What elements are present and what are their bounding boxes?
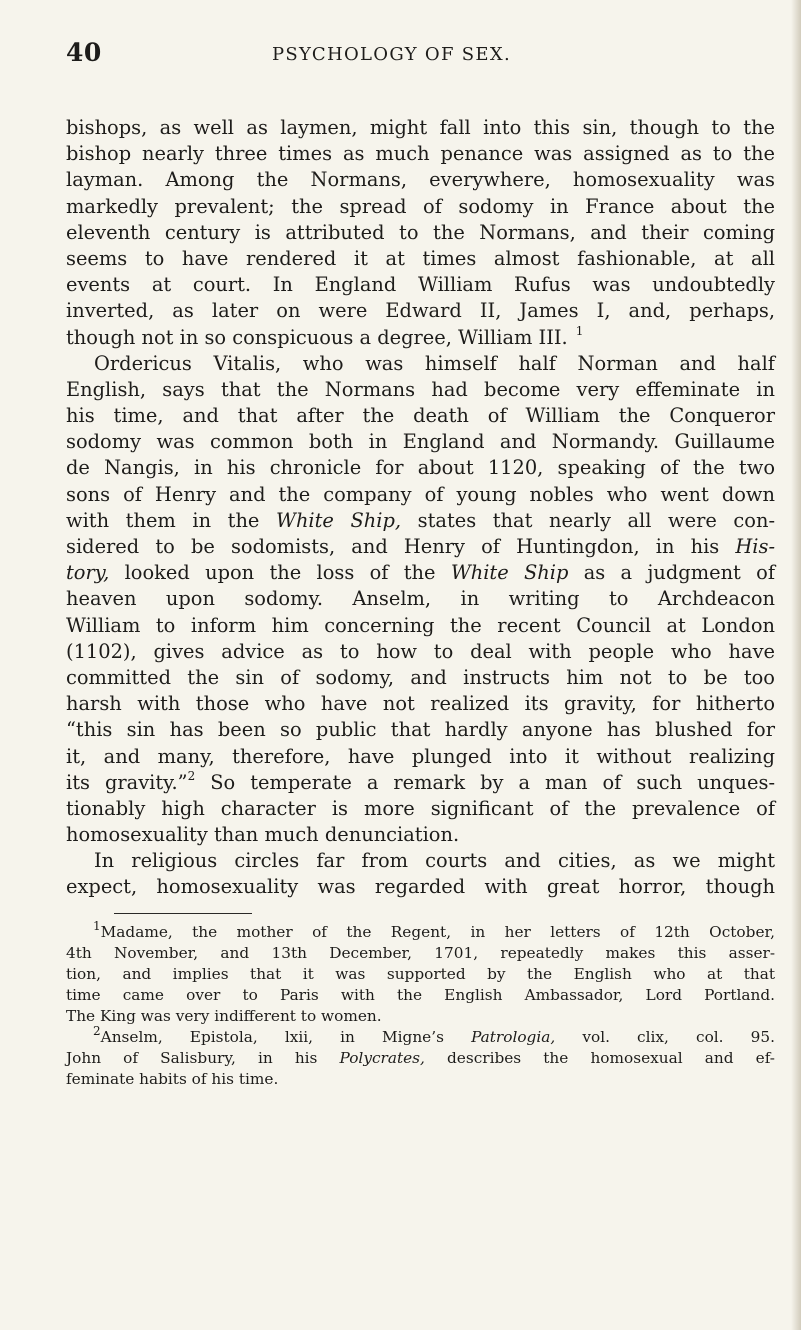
footnote-line: time came over to Paris with the English Ambassador, Lord Portland. [66, 985, 775, 1004]
body-line: William to inform him concerning the recent Council at London [66, 613, 775, 637]
footnote-line: $^2$Anselm, Epistola, lxii, in Migne’s Patrologia, vol. clix, col. 95. [93, 1023, 775, 1046]
body-line: eleventh century is attributed to the Normans, and their coming [66, 220, 775, 244]
running-title: PSYCHOLOGY OF SEX. [272, 44, 511, 65]
body-text [66, 115, 775, 901]
body-line: harsh with those who have not realized its gravity, for hitherto [66, 692, 775, 716]
body-line: bishop nearly three times as much penance was assigned as to the [66, 142, 775, 166]
italic-title: tory, [66, 561, 110, 585]
body-line: his time, and that after the death of William the Conqueror [66, 404, 775, 428]
body-line: In religious circles far from courts and cities, as we might [94, 849, 775, 873]
body-line: with them in the White Ship, states that nearly all were con- [66, 508, 776, 532]
body-line: it, and many, therefore, have plunged into it without realizing [66, 744, 775, 768]
footnote-rule [114, 913, 252, 914]
body-line: tory, looked upon the loss of the White Ship as a judgment of [66, 561, 775, 585]
book-page [66, 38, 775, 1090]
footnote-line: The King was very indifferent to women. [66, 1006, 382, 1025]
body-line: heaven upon sodomy. Anselm, in writing to Archdeacon [66, 587, 775, 611]
body-line: its gravity.”$^2$ So temperate a remark by a man of such unques- [66, 769, 775, 794]
footnote-line: $^1$Madame, the mother of the Regent, in her letters of 12th October, [93, 918, 775, 941]
italic-title: Patrologia, [471, 1027, 556, 1046]
italic-title: White Ship [450, 561, 569, 585]
body-line: sidered to be sodomists, and Henry of Huntingdon, in his His- [66, 535, 775, 558]
page-number: 40 [66, 38, 102, 67]
footnote-number: 2 [93, 1023, 101, 1038]
body-line: though not in so conspicuous a degree, William III. $^1$ [66, 324, 584, 349]
footnote-line: tion, and implies that it was supported by the English who at that [66, 964, 775, 983]
footnote-marker: 2 [187, 769, 196, 784]
italic-title: Polycrates, [339, 1048, 425, 1067]
body-line: sodomy was common both in England and Normandy. Guillaume [66, 430, 775, 454]
body-line: layman. Among the Normans, everywhere, homosexuality was [66, 168, 775, 192]
body-line: inverted, as later on were Edward II, James I, and, perhaps, [66, 299, 775, 323]
italic-title: His- [735, 535, 775, 558]
body-line: committed the sin of sodomy, and instructs him not to be too [66, 665, 775, 689]
page-edge-shadow [791, 0, 801, 1330]
body-line: markedly prevalent; the spread of sodomy in France about the [66, 194, 775, 218]
body-line: (1102), gives advice as to how to deal with people who have [66, 639, 775, 663]
body-line: English, says that the Normans had become very effeminate in [66, 377, 775, 401]
running-head [66, 38, 775, 72]
body-line: de Nangis, in his chronicle for about 1120, speaking of the two [66, 456, 775, 480]
footnote-marker: 1 [575, 324, 584, 339]
body-line: “this sin has been so public that hardly anyone has blushed for [66, 718, 775, 742]
body-line: expect, homosexuality was regarded with great horror, though [66, 875, 775, 899]
footnote-line: John of Salisbury, in his Polycrates, describes the homosexual and ef- [66, 1048, 775, 1067]
body-line: sons of Henry and the company of young nobles who went down [66, 482, 775, 506]
footnotes [66, 918, 775, 1090]
italic-title: White Ship, [276, 508, 402, 532]
body-line: events at court. In England William Rufus was undoubtedly [66, 273, 775, 297]
body-line: seems to have rendered it at times almost fashionable, at all [66, 246, 775, 270]
body-line: Ordericus Vitalis, who was himself half Norman and half [94, 351, 775, 375]
footnote-line: feminate habits of his time. [66, 1069, 279, 1088]
footnote-number: 1 [93, 918, 101, 933]
body-line: tionably high character is more significant of the prevalence of [66, 796, 775, 820]
body-line: homosexuality than much denunciation. [66, 823, 460, 847]
footnote-line: 4th November, and 13th December, 1701, repeatedly makes this asser- [66, 943, 775, 962]
body-line: bishops, as well as laymen, might fall into this sin, though to the [66, 116, 775, 139]
